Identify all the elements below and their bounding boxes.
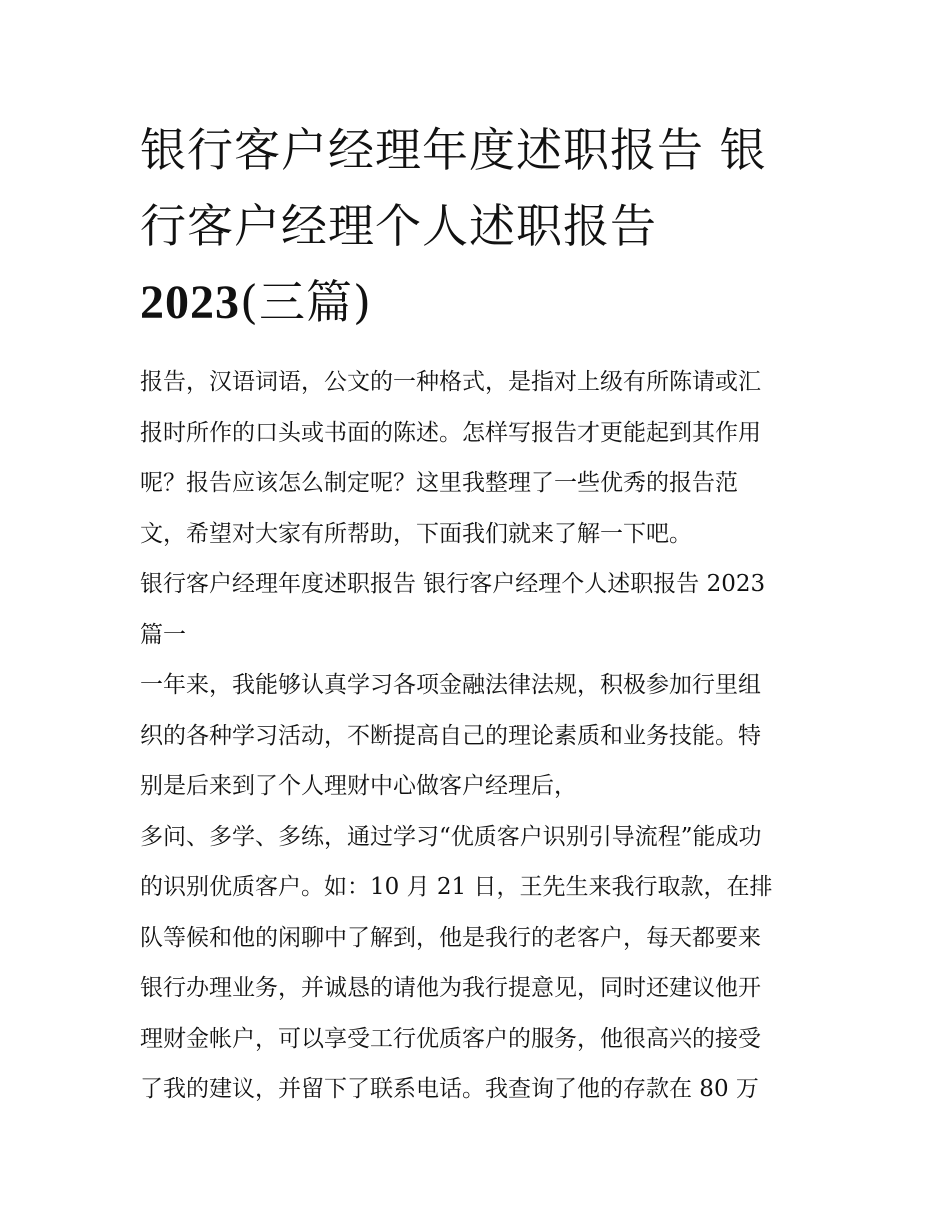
body-line: 报告，汉语词语，公文的一种格式，是指对上级有所陈请或汇 xyxy=(140,369,761,395)
document-title xyxy=(140,112,820,341)
body-text xyxy=(140,357,820,1115)
body-line: 银行办理业务，并诚恳的请他为我行提意见，同时还建议他开 xyxy=(140,975,761,1001)
body-line: 报时所作的口头或书面的陈述。怎样写报告才更能起到其作用 xyxy=(140,419,761,446)
body-line: 别是后来到了个人理财中心做客户经理后， xyxy=(140,773,577,799)
body-line: 理财金帐户，可以享受工行优质客户的服务，他很高兴的接受 xyxy=(140,1025,761,1052)
body-line: 队等候和他的闲聊中了解到，他是我行的老客户，每天都要来 xyxy=(140,924,761,951)
title-line: 银行客户经理年度述职报告 银 xyxy=(140,123,767,177)
title-tail: (三篇) xyxy=(240,275,372,329)
title-line-year xyxy=(140,264,820,341)
body-line: 一年来，我能够认真学习各项金融法律法规，积极参加行里组 xyxy=(140,672,761,698)
title-year: 2023 xyxy=(140,276,240,329)
body-line: 文，希望对大家有所帮助，下面我们就来了解一下吧。 xyxy=(140,520,692,547)
document-content xyxy=(140,112,820,1115)
body-line: 的识别优质客户。如：10 月 21 日，王先生来我行取款，在排 xyxy=(140,874,773,900)
body-line: 织的各种学习活动，不断提高自己的理论素质和业务技能。特 xyxy=(140,722,761,749)
body-line: 呢？报告应该怎么制定呢？这里我整理了一些优秀的报告范 xyxy=(140,470,738,496)
title-line: 行客户经理个人述职报告 xyxy=(140,199,657,253)
section-heading-line: 篇一 xyxy=(140,621,186,648)
body-line: 多问、多学、多练，通过学习“优质客户识别引导流程”能成功 xyxy=(140,823,762,850)
section-heading-line: 银行客户经理年度述职报告 银行客户经理个人述职报告 2023 xyxy=(140,571,766,597)
body-line: 了我的建议，并留下了联系电话。我查询了他的存款在 80 万 xyxy=(140,1076,759,1102)
